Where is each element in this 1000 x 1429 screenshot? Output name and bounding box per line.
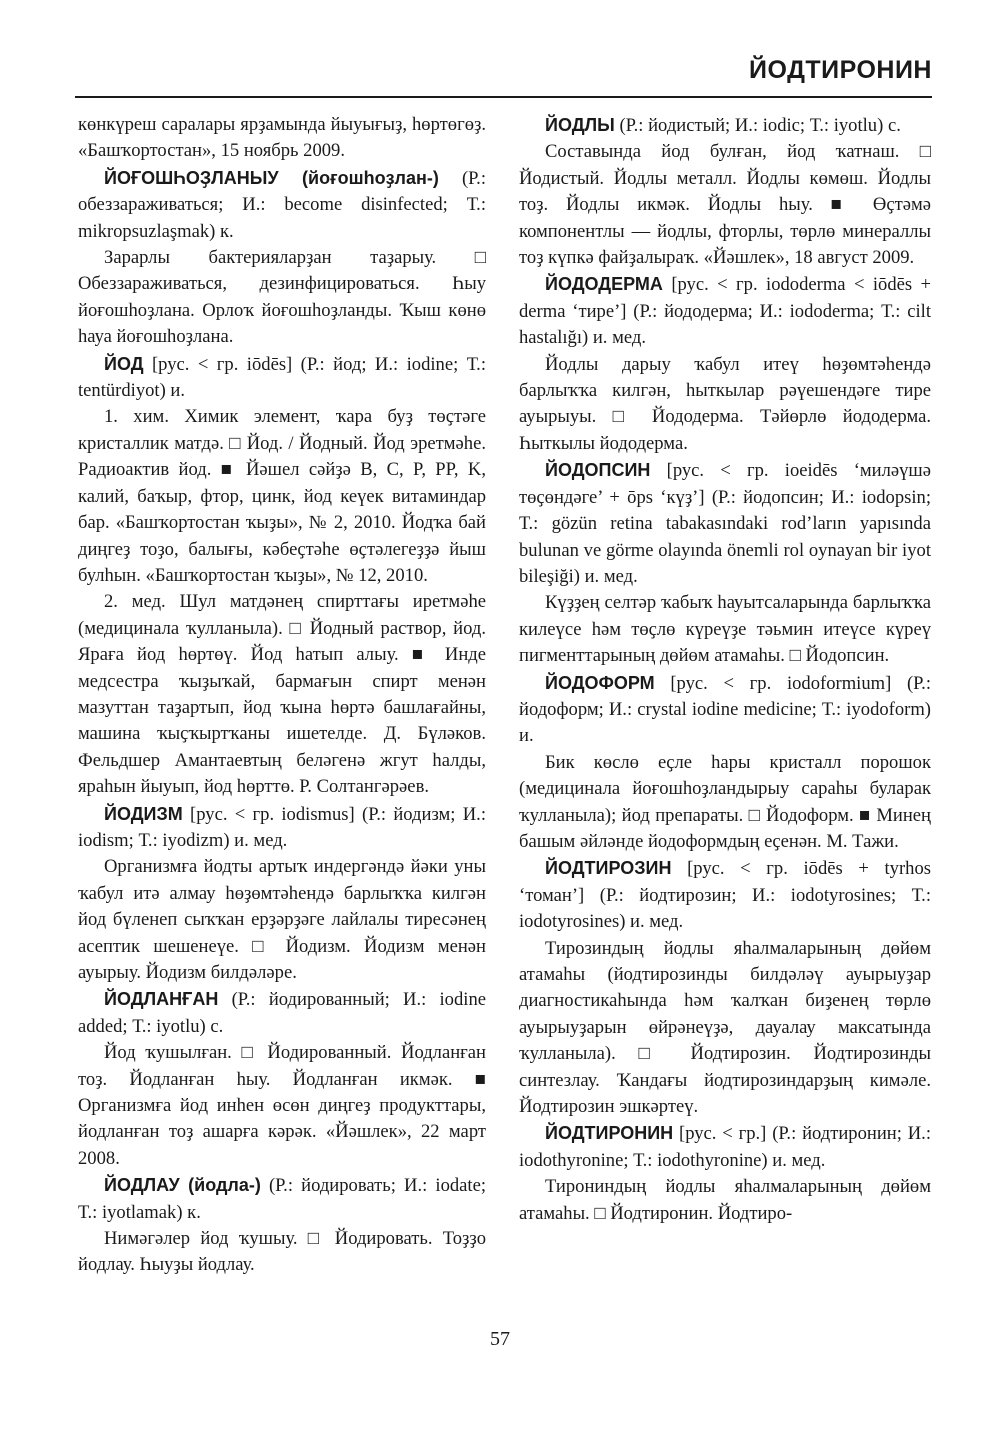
entry-yogoshhozlanyu <box>78 165 486 245</box>
entry-yodizm <box>78 801 486 855</box>
entry-body: [рус. < гр.] (Р.: йодтиронин; И.: iodothyronine; Т.: iodothyronine) и. мед. <box>519 1123 931 1171</box>
entry-yodly <box>519 112 931 139</box>
headword: ЙОДИЗМ <box>104 803 183 824</box>
definition: Зарарлы бактерияларҙан таҙарыу. □ Обеззараживаться, дезинфицироваться. Һыу йоғошһоҙлана. Орлоҡ йоғошһоҙланды. Ҡыш көнө һауа йоғошһоҙлана. <box>78 247 486 348</box>
running-head: ЙОДТИРОНИН <box>748 56 932 84</box>
entry-body: [рус. < гр. iododerma < iōdēs + derma ‘тире’] (Р.: йододерма; И.: iododerma; Т.: cilt hastalığı) и. мед. <box>519 274 932 349</box>
headword: ЙОДОФОРМ <box>545 672 655 693</box>
entry-body: (Р.: йодировать; И.: iodate; Т.: iyotlamak) к. <box>78 1175 487 1223</box>
headword: ЙОҒОШҺОҘЛАНЫУ (йоғошһоҙлан-) <box>104 167 439 188</box>
entry-body: [рус. < гр. ioeidēs ‘миләүшә төҫөндәге’ + ōps ‘күҙ’] (Р.: йодопсин; И.: iodopsin; Т.: gözün retina tabakasındaki rod’ların yapısında bulunan ve görme olayında önemli rol oynayan bir iyot bileşiği) и. мед. <box>519 460 931 587</box>
definition: Күҙҙең селтәр ҡабыҡ һауытсаларында барлыҡҡа килеүсе һәм төҫлө күреүҙе тәьмин итеүсе күреү пигменттарының дөйөм атамаһы. □ Йодопсин. <box>519 592 931 667</box>
headword: ЙОДТИРОЗИН <box>545 858 672 879</box>
sense-1: 1. хим. Химик элемент, ҡара буҙ төҫтәге кристаллик матдә. □ Йод. / Йодный. Йод эретмәһе. Радиоактив йод. ■ Йәшел сәйҙә B, C, P, PP, K, калий, баҡыр, фтор, цинк, йод кеүек витаминдар бар. «Башҡортостан ҡыҙы», № 2, 2010. Йодҡа бай диңгеҙ тоҙо, балығы, кәбеҫтәһе өҫтәлегеҙҙә йыш булһын. «Башҡортостан ҡыҙы», № 12, 2010. <box>78 406 486 586</box>
entry-yodlau <box>78 1172 486 1226</box>
entry-yod <box>78 351 486 405</box>
definition: Йод ҡушылған. □ Йодированный. Йодланған тоҙ. Йодланған һыу. Йодланған икмәк. ■ Организмға йод инһен өсөн диңгеҙ продукттары, йодланған тоҙ ашарға кәрәк. «Йәшлек», 22 март 2008. <box>78 1042 486 1169</box>
entry-yodlangan <box>78 986 486 1040</box>
definition: Нимәгәлер йод ҡушыу. □ Йодировать. Тоҙҙо йодлау. Һыуҙы йодлау. <box>78 1228 486 1276</box>
entry-yodoform <box>519 670 931 750</box>
headword: ЙОДТИРОНИН <box>545 1123 674 1144</box>
headword: ЙОДЛАУ (йодла-) <box>104 1175 261 1196</box>
headword: ЙОДОДЕРМА <box>545 274 663 295</box>
entry-body: (Р.: обеззараживаться; И.: become disinfected; Т.: mikropsuzlaşmak) к. <box>78 167 486 242</box>
definition: Тирозиндың йодлы яһалмаларының дөйөм атамаһы (йодтирозинды билдәләү ауырыуҙар диагностикаһында һәм ҡалҡан биҙенең төрлө ауырыуҙарын өйрәнеүҙә, дауалау максатында ҡулланыла). □ Йодтирозин. Йодтирозинды синтезлау. Ҡандағы йодтирозиндарҙың кимәле. Йодтирозин эшкәртеү. <box>519 937 931 1118</box>
definition: Составында йод булған, йод ҡатнаш. □ Йодистый. Йодлы металл. Йодлы көмөш. Йодлы тоҙ. Йодлы икмәк. Йодлы һыу. ■ Өҫтәмә компонентлы — йодлы, фторлы, төрлө минераллы тоҙ күпкә файҙалыраҡ. «Йәшлек», 18 август 2009. <box>519 141 931 269</box>
entry-body: [рус. < гр. iodoformium] (Р.: йодоформ; И.: crystal iodine medicine; Т.: iyodoform) и. <box>519 672 931 747</box>
entry-body: [рус. < гр. iodismus] (Р.: йодизм; И.: iodism; Т.: iyodizm) и. мед. <box>78 803 487 851</box>
definition: Йодлы дарыу ҡабул итеү һөҙөмтәһендә барлыҡҡа килгән, һыткылар рәүешендәге тире ауырыуы. □ Йододерма. Тәйөрлө йододерма. Һыткылы йододерма. <box>519 353 931 454</box>
entry-body: [рус. < гр. iōdēs] (Р.: йод; И.: iodine; Т.: tentürdiyot) и. <box>78 353 486 402</box>
entry-yodtironin <box>519 1120 931 1174</box>
entry-body: (Р.: йодистый; И.: iodic; Т.: iyotlu) с. <box>619 115 901 136</box>
continuation-text: көнкүреш саралары ярҙамында йыуығыҙ, һөртөгөҙ. «Башҡортостан», 15 ноябрь 2009. <box>78 114 486 162</box>
headword: ЙОД <box>104 353 144 374</box>
definition: Бик көслө еҫле һары кристалл порошок (медицинала йоғошһоҙландырыу сараһы буларак ҡулланыла); йод препараты. □ Йодоформ. ■ Минең башым әйләнде йодоформдың еҫенән. М. Тажи. <box>519 751 931 852</box>
right-column <box>519 112 931 1227</box>
entry-body: (Р.: йодированный; И.: iodine added; Т.: iyotlu) с. <box>78 989 486 1037</box>
headword: ЙОДОПСИН <box>545 460 651 481</box>
left-column <box>78 112 486 1279</box>
headword: ЙОДЛЫ <box>545 115 615 135</box>
headword: ЙОДЛАНҒАН <box>104 989 219 1010</box>
page-number: 57 <box>490 1328 510 1350</box>
sense-2: 2. мед. Шул матдәнең спирттағы иретмәһе (медицинала ҡулланыла). □ Йодный раствор, йод. Яраға йод һөртөү. Йод һатып алыу. ■ Инде медсестра ҡыҙыҡай, бармағын спирт менән мазуттан таҙартып, йод ҡына һөртә башлағайны, машина ҡыҫҡыртҡаны ишетелде. Д. Бүләков. Фельдшер Амантаевтың беләгенә жгут һалды, яраһын йыуып, йод һөрттө. Р. Солтангәрәев. <box>78 591 486 798</box>
definition: Тирониндың йодлы яһалмаларының дөйөм атамаһы. □ Йодтиронин. Йодтиро- <box>519 1176 931 1224</box>
entry-yododerma <box>519 271 931 351</box>
entry-yodopsin <box>519 457 931 590</box>
entry-yodtirozin <box>519 855 931 935</box>
entry-body: [рус. < гр. iōdēs + tyrhos ‘томан’] (Р.: йодтирозин; И.: iodotyrosines; Т.: iodotyrosines) и. мед. <box>519 858 931 933</box>
header-rule <box>75 96 932 98</box>
definition: Организмға йодты артыҡ индергәндә йәки уны ҡабул итә алмау һөҙөмтәһендә барлыҡҡа килгән йод бүленеп сыҡҡан ерҙәрҙәге лайлалы тиресәнең асептик шешенеүе. □ Йодизм. Йодизм менән ауырыу. Йодизм билдәләре. <box>78 856 486 983</box>
